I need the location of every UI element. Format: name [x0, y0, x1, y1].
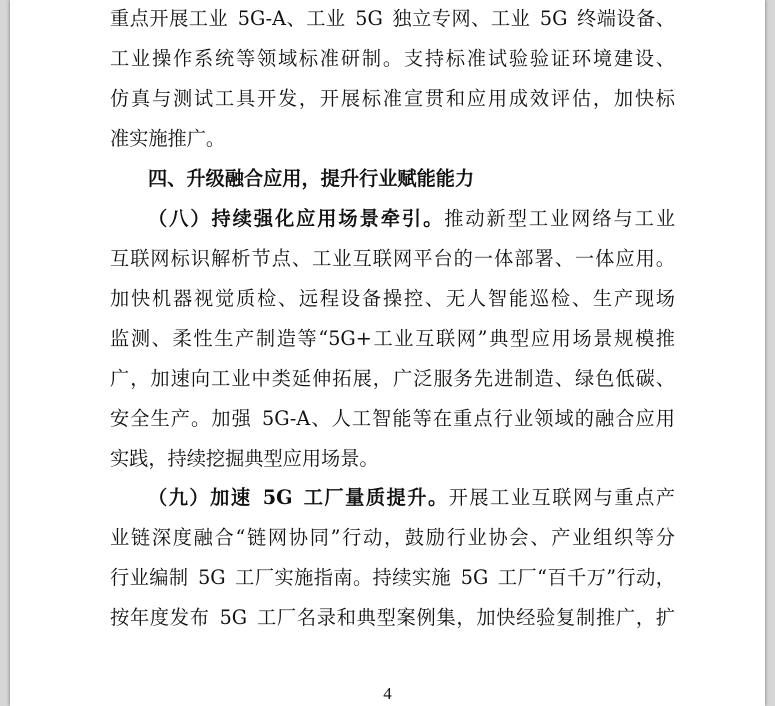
- paragraph-9-title: （九）加速 5G 工厂量质提升。: [148, 486, 449, 509]
- body-line: 加快机器视觉质检、远程设备操控、无人智能巡检、生产现场: [110, 287, 675, 310]
- body-line: 仿真与测试工具开发，开展标准宣贯和应用成效评估，加快标: [110, 87, 675, 110]
- paragraph-8-first-text: 推动新型工业网络与工业: [444, 207, 676, 230]
- body-line: 行业编制 5G 工厂实施指南。持续实施 5G 工厂“百千万”行动，: [110, 566, 675, 589]
- body-line: 广，加速向工业中类延伸拓展，广泛服务先进制造、绿色低碳、: [110, 367, 675, 390]
- section-heading: 四、升级融合应用，提升行业赋能能力: [148, 167, 475, 190]
- body-line: 实践，持续挖掘典型应用场景。: [110, 447, 379, 470]
- body-line: 按年度发布 5G 工厂名录和典型案例集，加快经验复制推广，扩: [110, 606, 675, 629]
- document-page: [10, 0, 765, 706]
- body-line: 业链深度融合“链网协同”行动，鼓励行业协会、产业组织等分: [110, 526, 675, 549]
- paragraph-8-first-line: [148, 207, 675, 231]
- body-line: 重点开展工业 5G-A、工业 5G 独立专网、工业 5G 终端设备、: [110, 7, 675, 30]
- body-line: 监测、柔性生产制造等“5G+工业互联网”典型应用场景规模推: [110, 327, 675, 350]
- page-number: 4: [383, 684, 392, 703]
- body-line: 准实施推广。: [110, 127, 226, 150]
- paragraph-8-title: （八）持续强化应用场景牵引。: [148, 207, 445, 230]
- paragraph-9-first-text: 开展工业互联网与重点产: [448, 486, 675, 509]
- body-line: 互联网标识解析节点、工业互联网平台的一体部署、一体应用。: [110, 247, 675, 270]
- paragraph-9-first-line: [148, 486, 675, 510]
- body-line: 安全生产。加强 5G-A、人工智能等在重点行业领域的融合应用: [110, 407, 675, 430]
- body-line: 工业操作系统等领域标准研制。支持标准试验验证环境建设、: [110, 47, 675, 70]
